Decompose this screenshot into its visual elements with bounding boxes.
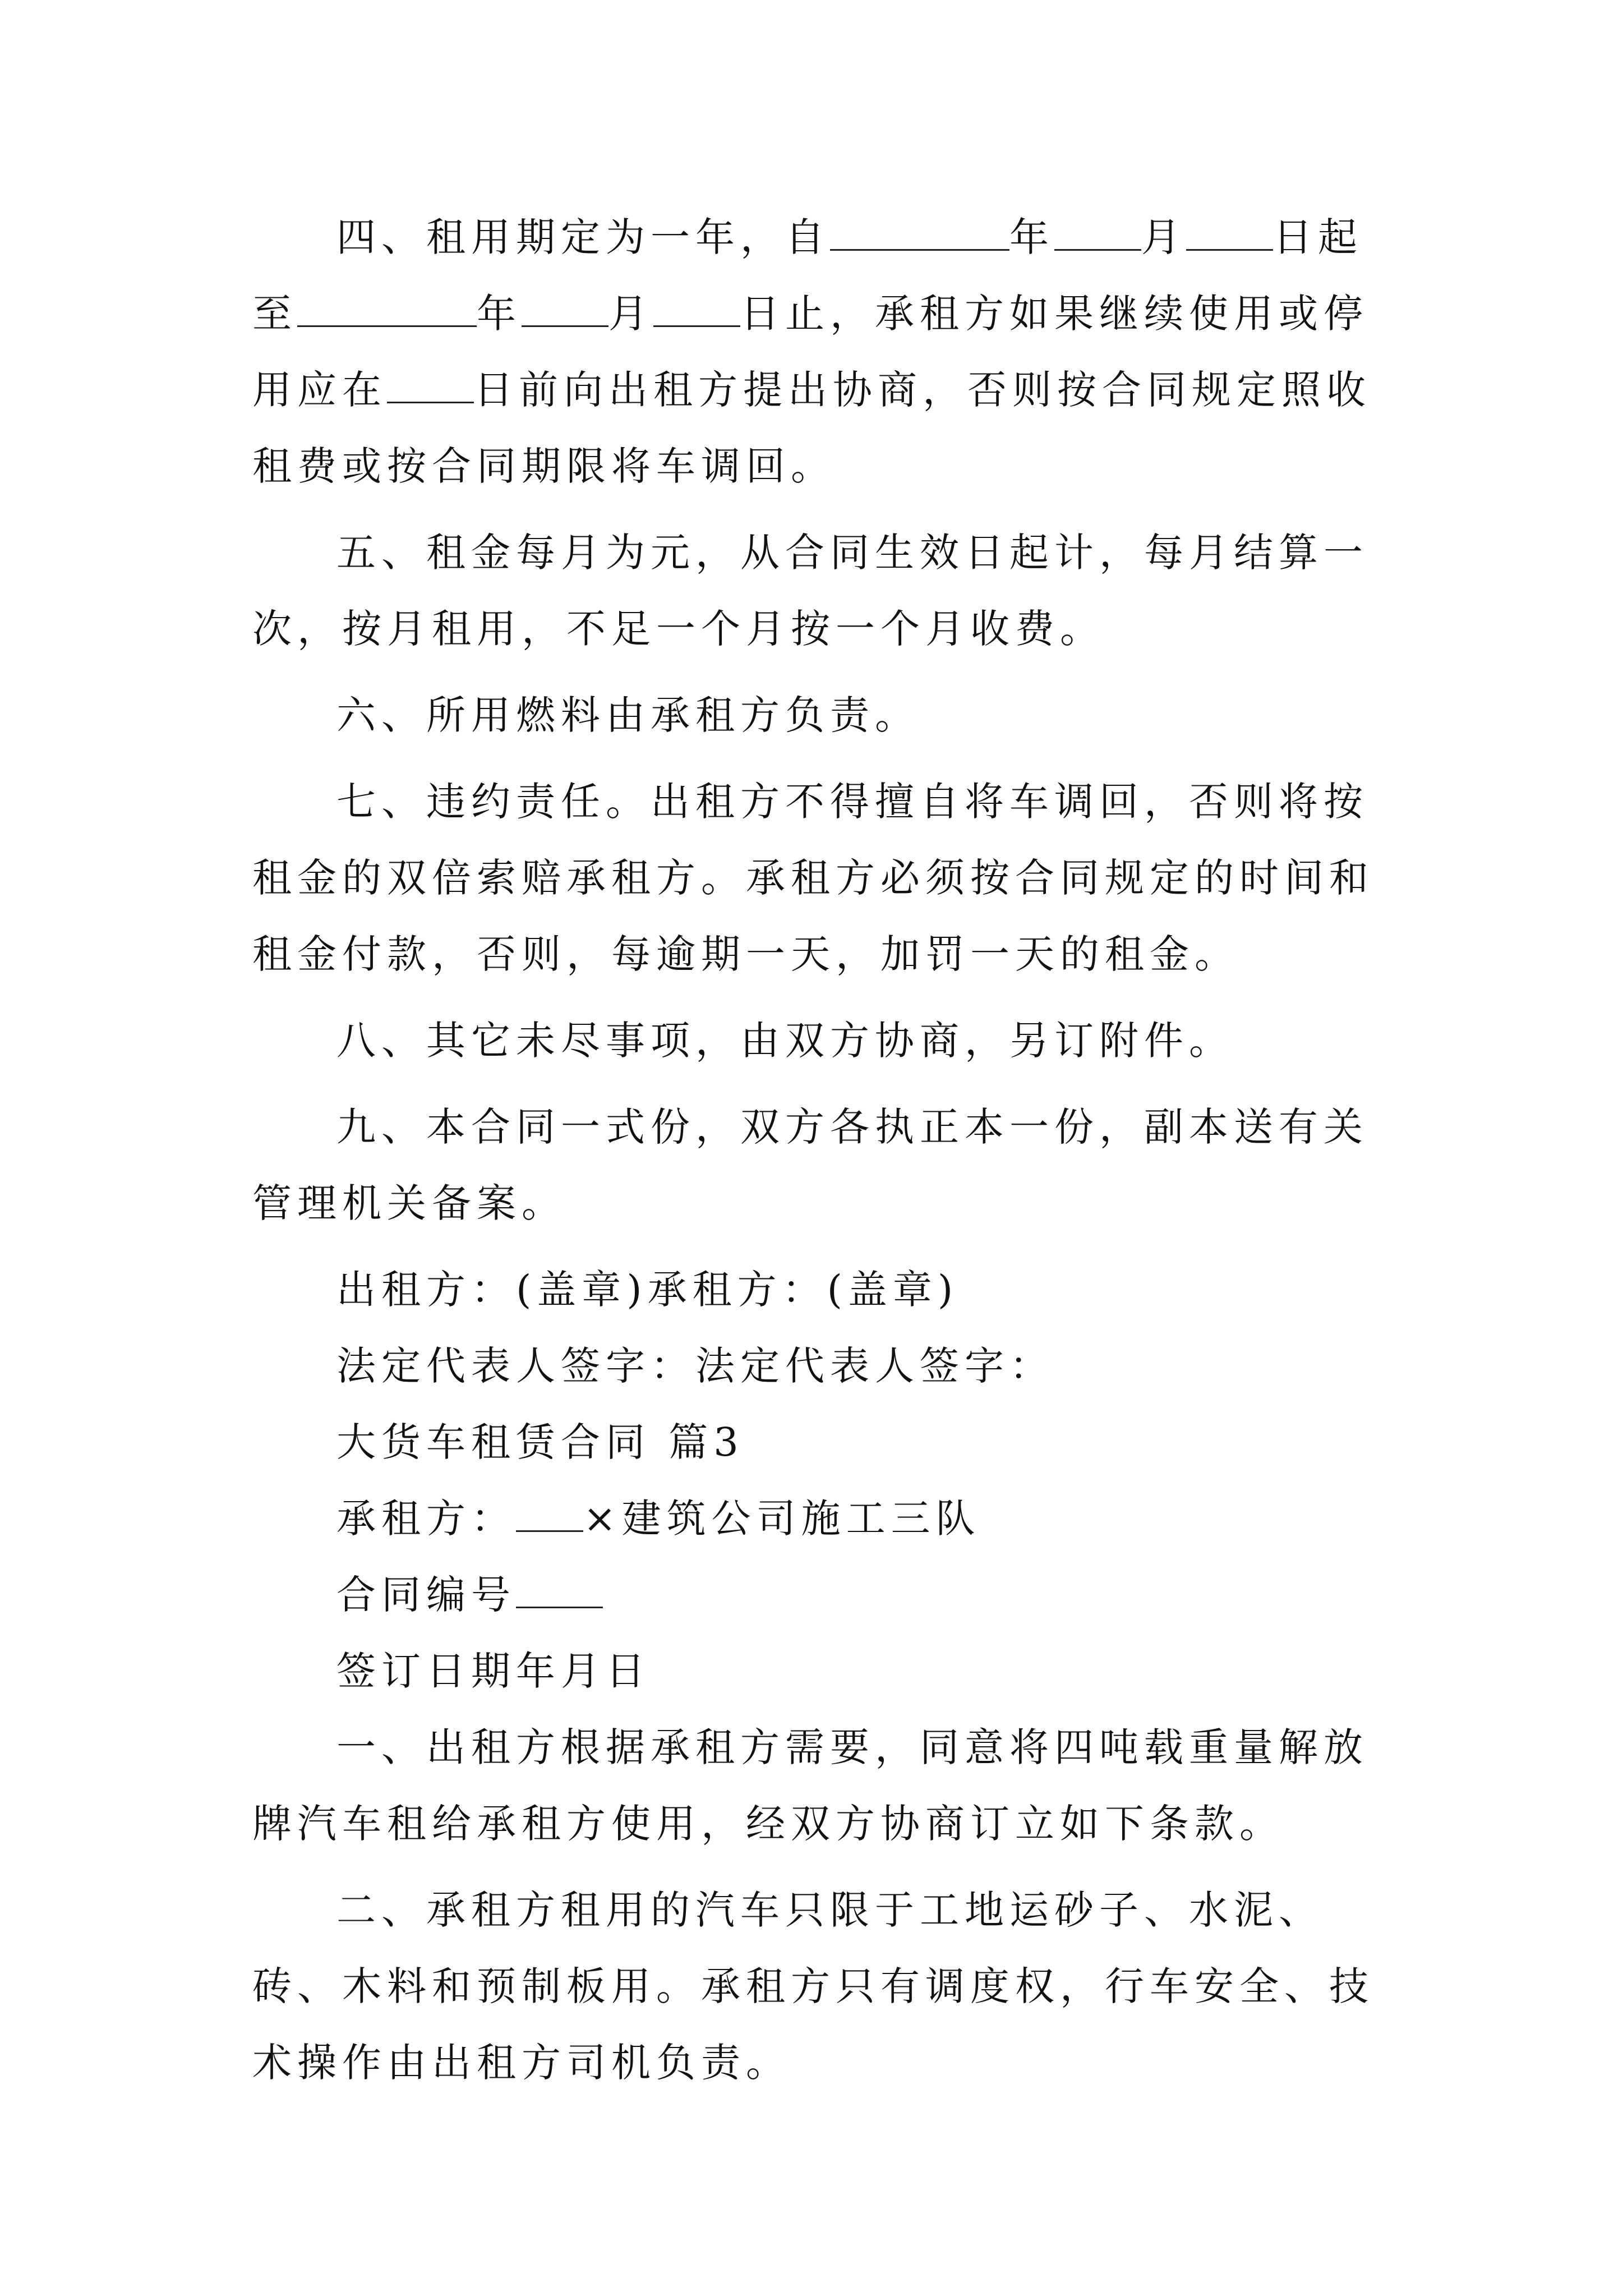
- clause-six: 六、所用燃料由承租方负责。: [336, 692, 920, 738]
- end-day-blank: [653, 325, 740, 327]
- end-month-blank: [522, 325, 608, 327]
- section-title: 大货车租赁合同 篇3: [336, 1419, 744, 1465]
- document-body: [252, 199, 1391, 2111]
- new-clause-two: 二、承租方租用的汽车只限于工地运砂子、水泥、砖、木料和预制板用。承租方只有调度权，行车安全、技术操作由出租方司机负责。: [252, 1887, 1374, 2086]
- clause-four-day-label: 日起至: [252, 214, 1363, 337]
- new-clause-one: 一、出租方根据承租方需要，同意将四吨载重量解放牌汽车租给承租方使用，经双方协商订立如下条款。: [252, 1724, 1368, 1847]
- clause-nine: 九、本合同一式份，双方各执正本一份，副本送有关管理机关备案。: [252, 1104, 1368, 1226]
- contract-number-line: [252, 1557, 1391, 1633]
- clause-four-year-label: 年: [1009, 214, 1054, 260]
- clause-seven: 七、违约责任。出租方不得擅自将车调回，否则将按租金的双倍索赔承租方。承租方必须按合同规定的时间和租金付款，否则，每逾期一天，加罚一天的租金。: [252, 779, 1374, 977]
- notice-day-blank: [387, 401, 474, 403]
- lessee-line: [252, 1480, 1391, 1557]
- clause-five: 五、租金每月为元，从合同生效日起计，每月结算一次，按月租用，不足一个月按一个月收费。: [252, 530, 1368, 652]
- clause-four-text-3: 日前向出租方提出协商，否则按合同规定照收租费或按合同期限将车调回。: [252, 367, 1371, 489]
- lessee-name: ×建筑公司施工三队: [583, 1496, 981, 1542]
- month-blank: [1054, 249, 1141, 251]
- day-blank: [1186, 249, 1273, 251]
- seal-line: 出租方：(盖章)承租方：(盖章): [336, 1267, 959, 1313]
- clause-eight: 八、其它未尽事项，由双方协商，另订附件。: [336, 1018, 1234, 1064]
- clause-four-month-label: 月: [1141, 214, 1186, 260]
- signature-line: 法定代表人签字：法定代表人签字：: [336, 1343, 1054, 1389]
- clause-four-text-2: 日止，承租方如果继续使用或停用应在: [252, 291, 1368, 413]
- year-blank: [830, 249, 1009, 251]
- end-year-blank: [297, 325, 477, 327]
- contract-number-label: 合同编号: [336, 1572, 516, 1618]
- lessee-blank: [516, 1530, 583, 1532]
- clause-four: [252, 199, 1391, 504]
- contract-number-blank: [516, 1606, 603, 1608]
- clause-four-text-1: 四、租用期定为一年，自: [336, 214, 830, 260]
- sign-date-line: 签订日期年月日: [336, 1648, 651, 1694]
- clause-four-end-month-label: 月: [608, 291, 653, 337]
- lessee-label: 承租方：: [336, 1496, 516, 1542]
- clause-four-end-year-label: 年: [477, 291, 522, 337]
